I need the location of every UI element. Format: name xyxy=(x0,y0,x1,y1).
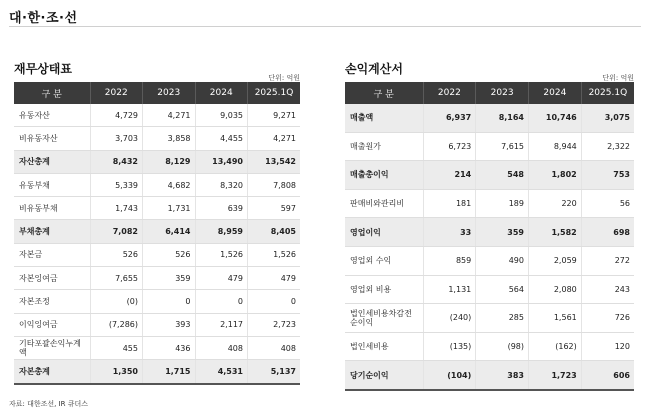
row-label: 기타포괄손익누계액 xyxy=(14,336,90,359)
cell-value: 5,339 xyxy=(90,173,143,196)
row-label: 매출원가 xyxy=(345,132,423,161)
cell-value: 479 xyxy=(195,267,248,290)
cell-value: 6,937 xyxy=(423,104,476,132)
cell-value: 408 xyxy=(195,336,248,359)
table-row xyxy=(14,173,300,196)
cell-value: 526 xyxy=(143,243,196,266)
cell-value: 4,271 xyxy=(143,104,196,127)
cell-value: 1,350 xyxy=(90,360,143,384)
cell-value: 1,731 xyxy=(143,197,196,220)
cell-value: 2,117 xyxy=(195,313,248,336)
cell-value: 4,455 xyxy=(195,127,248,150)
cell-value: 606 xyxy=(581,361,634,390)
cell-value: 2,322 xyxy=(581,132,634,161)
cell-value: (7,286) xyxy=(90,313,143,336)
cell-value: 2,723 xyxy=(248,313,301,336)
page-title: 대·한·조·선 xyxy=(9,11,78,26)
cell-value: 0 xyxy=(143,290,196,313)
cell-value: 8,405 xyxy=(248,220,301,243)
row-label: 유동자산 xyxy=(14,104,90,127)
cell-value: 4,682 xyxy=(143,173,196,196)
table-row xyxy=(345,161,634,190)
cell-value: 8,164 xyxy=(476,104,529,132)
cell-value: 0 xyxy=(195,290,248,313)
balance-sheet-table xyxy=(14,82,300,385)
cell-value: (135) xyxy=(423,332,476,361)
row-label: 매출총이익 xyxy=(345,161,423,190)
cell-value: 10,746 xyxy=(529,104,582,132)
table-row xyxy=(14,220,300,243)
row-label: 자산총계 xyxy=(14,150,90,173)
cell-value: 3,858 xyxy=(143,127,196,150)
cell-value: 1,743 xyxy=(90,197,143,220)
row-label: 당기순이익 xyxy=(345,361,423,390)
cell-value: 455 xyxy=(90,336,143,359)
table-row xyxy=(345,332,634,361)
cell-value: 490 xyxy=(476,246,529,275)
row-label: 비유동부채 xyxy=(14,197,90,220)
column-header: 2024 xyxy=(529,82,582,104)
balance-sheet-unit: 단위: 억원 xyxy=(268,74,300,82)
table-row xyxy=(14,336,300,359)
cell-value: 1,526 xyxy=(195,243,248,266)
cell-value: 6,414 xyxy=(143,220,196,243)
cell-value: 859 xyxy=(423,246,476,275)
row-label: 유동부채 xyxy=(14,173,90,196)
cell-value: 564 xyxy=(476,275,529,304)
table-row xyxy=(345,361,634,390)
row-label: 자본총계 xyxy=(14,360,90,384)
cell-value: 1,723 xyxy=(529,361,582,390)
row-label: 자본잉여금 xyxy=(14,267,90,290)
cell-value: 181 xyxy=(423,189,476,218)
table-row xyxy=(345,218,634,247)
cell-value: 1,715 xyxy=(143,360,196,384)
cell-value: (162) xyxy=(529,332,582,361)
cell-value: 3,703 xyxy=(90,127,143,150)
cell-value: 220 xyxy=(529,189,582,218)
balance-sheet-title: 재무상태표 xyxy=(14,62,72,76)
column-header: 2023 xyxy=(476,82,529,104)
cell-value: 479 xyxy=(248,267,301,290)
table-row xyxy=(345,246,634,275)
table-row xyxy=(14,243,300,266)
column-header: 구 분 xyxy=(14,82,90,104)
cell-value: 33 xyxy=(423,218,476,247)
cell-value: 214 xyxy=(423,161,476,190)
cell-value: 526 xyxy=(90,243,143,266)
cell-value: 2,059 xyxy=(529,246,582,275)
cell-value: 1,802 xyxy=(529,161,582,190)
column-header: 2025.1Q xyxy=(581,82,634,104)
title-divider xyxy=(9,26,641,27)
cell-value: 285 xyxy=(476,304,529,333)
table-row xyxy=(14,313,300,336)
source-note: 자료: 대한조선, IR 큐더스 xyxy=(9,400,89,408)
cell-value: 1,582 xyxy=(529,218,582,247)
row-label: 자본조정 xyxy=(14,290,90,313)
table-row xyxy=(345,189,634,218)
cell-value: 436 xyxy=(143,336,196,359)
cell-value: 639 xyxy=(195,197,248,220)
cell-value: (240) xyxy=(423,304,476,333)
cell-value: 2,080 xyxy=(529,275,582,304)
cell-value: 1,561 xyxy=(529,304,582,333)
cell-value: 7,655 xyxy=(90,267,143,290)
table-row xyxy=(14,150,300,173)
cell-value: 5,137 xyxy=(248,360,301,384)
cell-value: 13,542 xyxy=(248,150,301,173)
cell-value: 393 xyxy=(143,313,196,336)
cell-value: 120 xyxy=(581,332,634,361)
row-label: 법인세비용차감전순이익 xyxy=(345,304,423,333)
table-row xyxy=(345,104,634,132)
cell-value: 359 xyxy=(476,218,529,247)
row-label: 자본금 xyxy=(14,243,90,266)
table-row xyxy=(345,275,634,304)
cell-value: 359 xyxy=(143,267,196,290)
cell-value: 7,808 xyxy=(248,173,301,196)
column-header: 2023 xyxy=(143,82,196,104)
row-label: 매출액 xyxy=(345,104,423,132)
income-statement-section xyxy=(345,62,634,391)
column-header: 2022 xyxy=(423,82,476,104)
column-header: 구 분 xyxy=(345,82,423,104)
cell-value: 13,490 xyxy=(195,150,248,173)
table-header-row xyxy=(14,82,300,104)
cell-value: 753 xyxy=(581,161,634,190)
cell-value: 272 xyxy=(581,246,634,275)
income-statement-unit: 단위: 억원 xyxy=(602,74,634,82)
cell-value: (98) xyxy=(476,332,529,361)
table-row xyxy=(345,132,634,161)
cell-value: 8,320 xyxy=(195,173,248,196)
cell-value: 1,131 xyxy=(423,275,476,304)
cell-value: 548 xyxy=(476,161,529,190)
cell-value: 597 xyxy=(248,197,301,220)
table-row xyxy=(14,290,300,313)
cell-value: 189 xyxy=(476,189,529,218)
cell-value: (104) xyxy=(423,361,476,390)
row-label: 영업외 비용 xyxy=(345,275,423,304)
cell-value: 698 xyxy=(581,218,634,247)
cell-value: 3,075 xyxy=(581,104,634,132)
cell-value: 7,615 xyxy=(476,132,529,161)
table-row xyxy=(345,304,634,333)
cell-value: 243 xyxy=(581,275,634,304)
table-row xyxy=(14,267,300,290)
cell-value: 8,959 xyxy=(195,220,248,243)
cell-value: 408 xyxy=(248,336,301,359)
row-label: 판매비와관리비 xyxy=(345,189,423,218)
row-label: 비유동자산 xyxy=(14,127,90,150)
cell-value: 726 xyxy=(581,304,634,333)
cell-value: 8,432 xyxy=(90,150,143,173)
cell-value: 0 xyxy=(248,290,301,313)
income-statement-table xyxy=(345,82,634,391)
table-row xyxy=(14,127,300,150)
cell-value: 4,531 xyxy=(195,360,248,384)
column-header: 2022 xyxy=(90,82,143,104)
table-header-row xyxy=(345,82,634,104)
column-header: 2025.1Q xyxy=(248,82,301,104)
row-label: 법인세비용 xyxy=(345,332,423,361)
cell-value: 8,944 xyxy=(529,132,582,161)
cell-value: 383 xyxy=(476,361,529,390)
cell-value: 6,723 xyxy=(423,132,476,161)
cell-value: 4,271 xyxy=(248,127,301,150)
table-row xyxy=(14,197,300,220)
cell-value: 7,082 xyxy=(90,220,143,243)
column-header: 2024 xyxy=(195,82,248,104)
balance-sheet-section xyxy=(14,62,300,385)
cell-value: 1,526 xyxy=(248,243,301,266)
cell-value: 4,729 xyxy=(90,104,143,127)
table-row xyxy=(14,104,300,127)
row-label: 영업외 수익 xyxy=(345,246,423,275)
cell-value: 56 xyxy=(581,189,634,218)
cell-value: 9,271 xyxy=(248,104,301,127)
cell-value: 8,129 xyxy=(143,150,196,173)
row-label: 부채총계 xyxy=(14,220,90,243)
row-label: 영업이익 xyxy=(345,218,423,247)
table-row xyxy=(14,360,300,384)
cell-value: (0) xyxy=(90,290,143,313)
cell-value: 9,035 xyxy=(195,104,248,127)
row-label: 이익잉여금 xyxy=(14,313,90,336)
income-statement-title: 손익계산서 xyxy=(345,62,403,76)
